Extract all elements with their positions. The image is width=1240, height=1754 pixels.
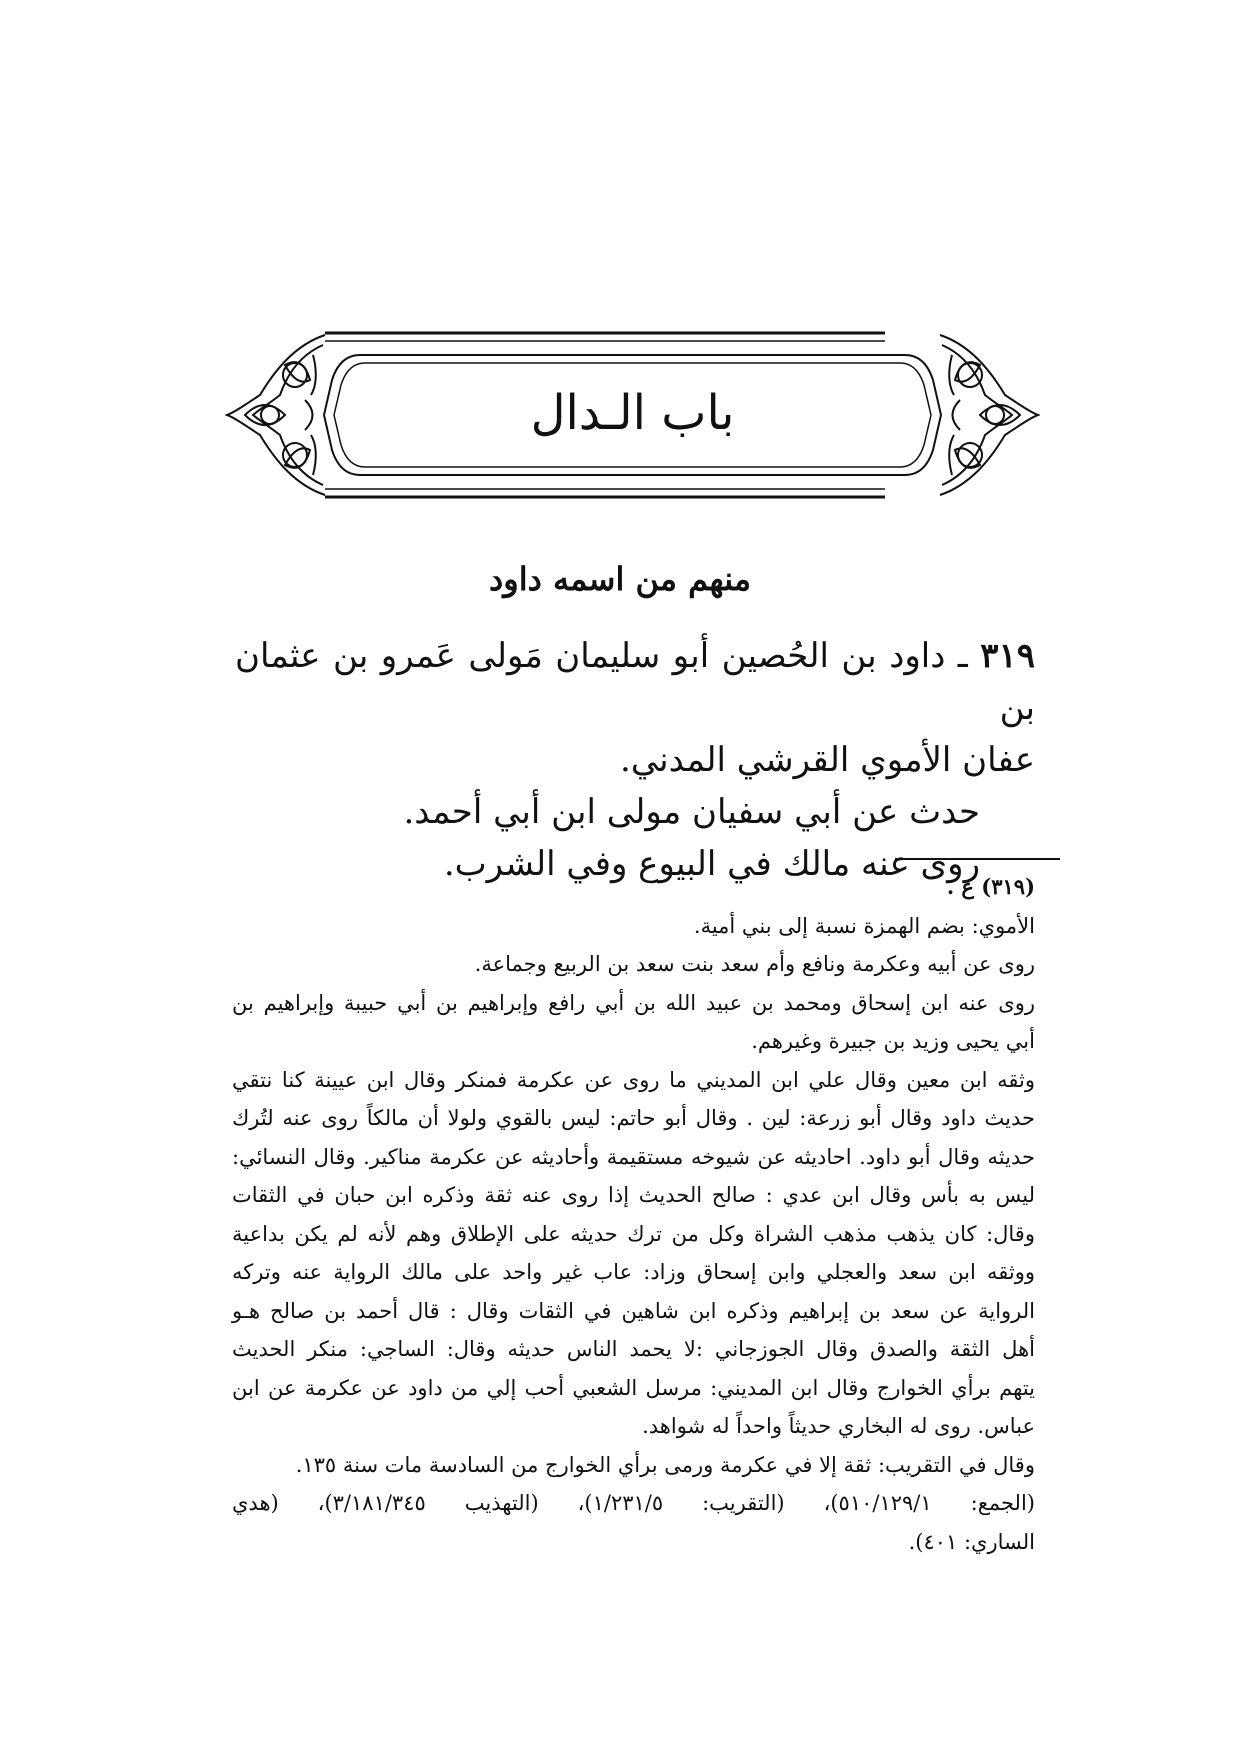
- footnote-line: ووثقه ابن سعد والعجلي وابن إسحاق وزاد: عاب غير واحد على مالك الرواية عنه وتركه: [232, 1260, 1035, 1284]
- footnote-line: حديثه وقال أبو داود. احاديثه عن شيوخه مستقيمة وأحاديثه عن عكرمة مناكير. وقال النسائي:: [232, 1144, 1035, 1169]
- footnote-line: ليس به بأس وقال ابن عدي : صالح الحديث إذا روى عنه ثقة وذكره ابن حبان في الثقات: [232, 1183, 1035, 1207]
- section-title: منهم من اسمه داود: [489, 560, 751, 598]
- footnote-line: حديث داود وقال أبو زرعة: لين . وقال أبو حاتم: ليس بالقوي ولولا أن مالكاً روى عنه لتُرك: [232, 1106, 1035, 1130]
- footnotes: [232, 868, 1035, 1561]
- footnote-line: (الجمع: ٥١٠/١٢٩/١)، (التقريب: ١/٢٣١/٥)، (التهذيب ٣/١٨١/٣٤٥)، (هدي: [232, 1491, 1035, 1515]
- footnote-line: الساري: ٤٠١).: [908, 1529, 1035, 1554]
- footnote-line: عباس. روى له البخاري حديثاً واحداً له شواهد.: [642, 1414, 1035, 1438]
- footnote-separator: [895, 858, 1060, 860]
- footnote-line: الرواية عن سعد بن إبراهيم وذكره ابن شاهين في الثقات وقال : قال أحمد بن صالح هـو: [232, 1298, 1035, 1323]
- footnote-line: أبي يحيى وزيد بن جبيرة وغيرهم.: [751, 1029, 1035, 1053]
- footnote-line: (٣١٩) ع .: [946, 874, 1035, 899]
- footnote-line: روى عن أبيه وعكرمة ونافع وأم سعد بنت سعد بن الربيع وجماعة.: [474, 952, 1035, 976]
- footnote-line: روى عنه ابن إسحاق ومحمد بن عبيد الله بن أبي رافع وإبراهيم بن أبي حبيبة وإبراهيم بن: [232, 990, 1035, 1015]
- entry-number: ٣١٩: [980, 636, 1035, 676]
- entry-line-4: روى عنه مالك في البيوع وفي الشرب.: [443, 844, 980, 884]
- chapter-title: باب الـدال: [530, 385, 735, 441]
- footnote-line: أهل الثقة والصدق وقال الجوزجاني :لا يحمد الناس حديثه وقال: الساجي: منكر الحديث: [232, 1337, 1035, 1361]
- footnote-line: وقال في التقريب: ثقة إلا في عكرمة ورمى برأي الخوارج من السادسة مات سنة ١٣٥.: [295, 1452, 1035, 1477]
- entry-line-3: حدث عن أبي سفيان مولى ابن أبي أحمد.: [403, 792, 980, 832]
- entry-line-2: عفان الأموي القرشي المدني.: [620, 740, 1035, 780]
- footnote-line: وثقه ابن معين وقال علي ابن المديني ما روى عن عكرمة فمنكر وقال ابن عيينة كنا نتقي: [232, 1067, 1035, 1092]
- chapter-ornament-frame: [225, 325, 1040, 505]
- footnote-line: الأموي: بضم الهمزة نسبة إلى بني أمية.: [693, 913, 1035, 938]
- footnote-line: وقال: كان يذهب مذهب الشراة وكل من ترك حديثه على الإطلاق وهم لأنه لم يكن بداعية: [232, 1221, 1035, 1246]
- entry-line-1: [235, 630, 1035, 734]
- biography-entry: [235, 630, 1035, 890]
- entry-line-1-text: ـ داود بن الحُصين أبو سليمان مَولى عَمرو بن عثمان بن: [235, 636, 1035, 728]
- footnote-line: يتهم برأي الخوارج وقال ابن المديني: مرسل الشعبي أحب إلي من داود عن عكرمة عن ابن: [232, 1375, 1035, 1400]
